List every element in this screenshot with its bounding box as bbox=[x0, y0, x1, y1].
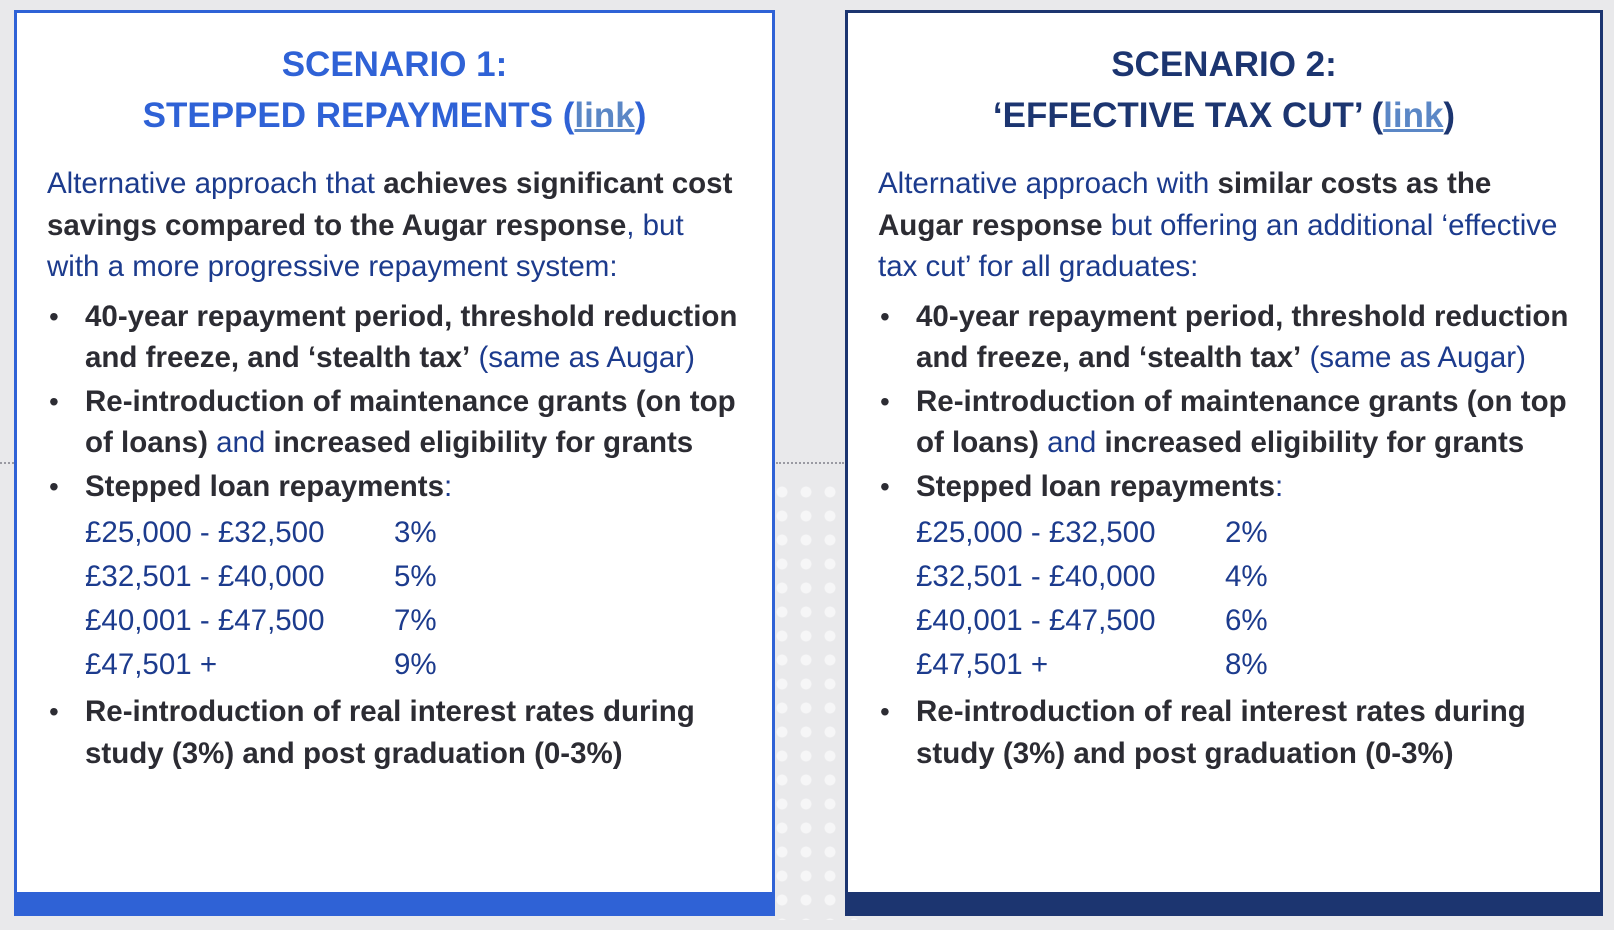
step-rate: 3% bbox=[394, 516, 437, 550]
bullet-icon: • bbox=[880, 300, 890, 332]
step-range: £25,000 - £32,500 bbox=[916, 516, 1156, 550]
table-row bbox=[916, 511, 1570, 555]
bullet-item: • Stepped loan repayments: bbox=[878, 466, 1570, 508]
table-row bbox=[916, 555, 1570, 599]
table-row bbox=[916, 599, 1570, 643]
scenario-2-title-line1: SCENARIO 2: bbox=[1111, 45, 1337, 84]
scenario-2-link[interactable]: link bbox=[1383, 96, 1444, 135]
bullet-item: • Re-introduction of real interest rates during study (3%) and post graduation (0-3%) bbox=[47, 691, 742, 774]
step-range: £47,501 + bbox=[916, 648, 1049, 682]
step-rate: 9% bbox=[394, 648, 437, 682]
bullet-item: • Re-introduction of maintenance grants (on top of loans) and increased eligibility for grants bbox=[878, 381, 1570, 464]
step-range: £47,501 + bbox=[85, 648, 218, 682]
intro-text: but offering an additional ‘effective tax cut’ for all graduates: bbox=[878, 208, 1558, 283]
table-row bbox=[85, 511, 742, 555]
bullet-icon: • bbox=[880, 696, 890, 727]
bullet-icon: • bbox=[880, 470, 890, 502]
scenario-1-title: SCENARIO 1: STEPPED REPAYMENTS (link) bbox=[142, 45, 647, 135]
scenario-1-title-line1: SCENARIO 1: bbox=[281, 45, 508, 84]
step-range: £32,501 - £40,000 bbox=[85, 560, 325, 594]
scenario-1-bullet-list-end bbox=[47, 691, 742, 774]
step-range: £32,501 - £40,000 bbox=[916, 560, 1156, 594]
step-rate: 5% bbox=[394, 560, 437, 594]
scenario-2-panel bbox=[845, 10, 1603, 916]
bullet-item: • 40-year repayment period, threshold reduction and freeze, and ‘stealth tax’ (same as Augar) bbox=[47, 296, 742, 379]
scenario-2-accent-bar bbox=[845, 892, 1603, 916]
step-range: £40,001 - £47,500 bbox=[85, 604, 325, 638]
scenario-2-content bbox=[848, 163, 1600, 774]
table-row bbox=[85, 599, 742, 643]
scenario-1-title-line2: STEPPED REPAYMENTS bbox=[142, 96, 554, 135]
bullet-icon: • bbox=[49, 385, 59, 417]
background-dotted-line bbox=[776, 462, 844, 464]
scenario-2-bullet-list-end bbox=[878, 691, 1570, 774]
scenario-1-steps-table bbox=[85, 511, 742, 687]
step-range: £25,000 - £32,500 bbox=[85, 516, 325, 550]
step-rate: 6% bbox=[1225, 604, 1268, 638]
scenario-2-intro bbox=[878, 163, 1570, 288]
table-row bbox=[916, 643, 1570, 687]
background-dotted-line bbox=[0, 462, 14, 464]
bullet-icon: • bbox=[880, 385, 890, 417]
bullet-item: • Re-introduction of maintenance grants (on top of loans) and increased eligibility for grants bbox=[47, 381, 742, 464]
table-row bbox=[85, 555, 742, 599]
bullet-icon: • bbox=[49, 470, 59, 502]
scenario-2-title-line2: ‘EFFECTIVE TAX CUT’ bbox=[992, 96, 1362, 135]
scenario-2-steps-table bbox=[916, 511, 1570, 687]
step-range: £40,001 - £47,500 bbox=[916, 604, 1156, 638]
scenario-1-link[interactable]: link bbox=[574, 96, 635, 135]
bullet-item: • Stepped loan repayments: bbox=[47, 466, 742, 508]
intro-text: , but with a more progressive repayment system: bbox=[47, 208, 684, 283]
intro-emphasis: similar costs as the Augar response bbox=[878, 167, 1492, 242]
scenario-1-bullet-list bbox=[47, 296, 742, 508]
scenario-2-bullet-list bbox=[878, 296, 1570, 508]
scenario-1-content bbox=[17, 163, 772, 774]
scenario-1-intro bbox=[47, 163, 742, 288]
step-rate: 7% bbox=[394, 604, 437, 638]
intro-emphasis: achieves significant cost savings compared to the Augar response bbox=[47, 167, 733, 242]
scenario-2-title: SCENARIO 2: ‘EFFECTIVE TAX CUT’ (link) bbox=[992, 45, 1456, 135]
scenario-1-accent-bar bbox=[14, 892, 775, 916]
step-rate: 8% bbox=[1225, 648, 1268, 682]
bullet-icon: • bbox=[49, 300, 59, 332]
step-rate: 2% bbox=[1225, 516, 1268, 550]
intro-text: Alternative approach with bbox=[878, 167, 1218, 200]
scenario-1-panel bbox=[14, 10, 775, 916]
bullet-icon: • bbox=[49, 696, 59, 727]
table-row bbox=[85, 643, 742, 687]
bullet-item: • 40-year repayment period, threshold reduction and freeze, and ‘stealth tax’ (same as Augar) bbox=[878, 296, 1570, 379]
step-rate: 4% bbox=[1225, 560, 1268, 594]
bullet-item: • Re-introduction of real interest rates during study (3%) and post graduation (0-3%) bbox=[878, 691, 1570, 774]
intro-text: Alternative approach that bbox=[47, 167, 384, 200]
